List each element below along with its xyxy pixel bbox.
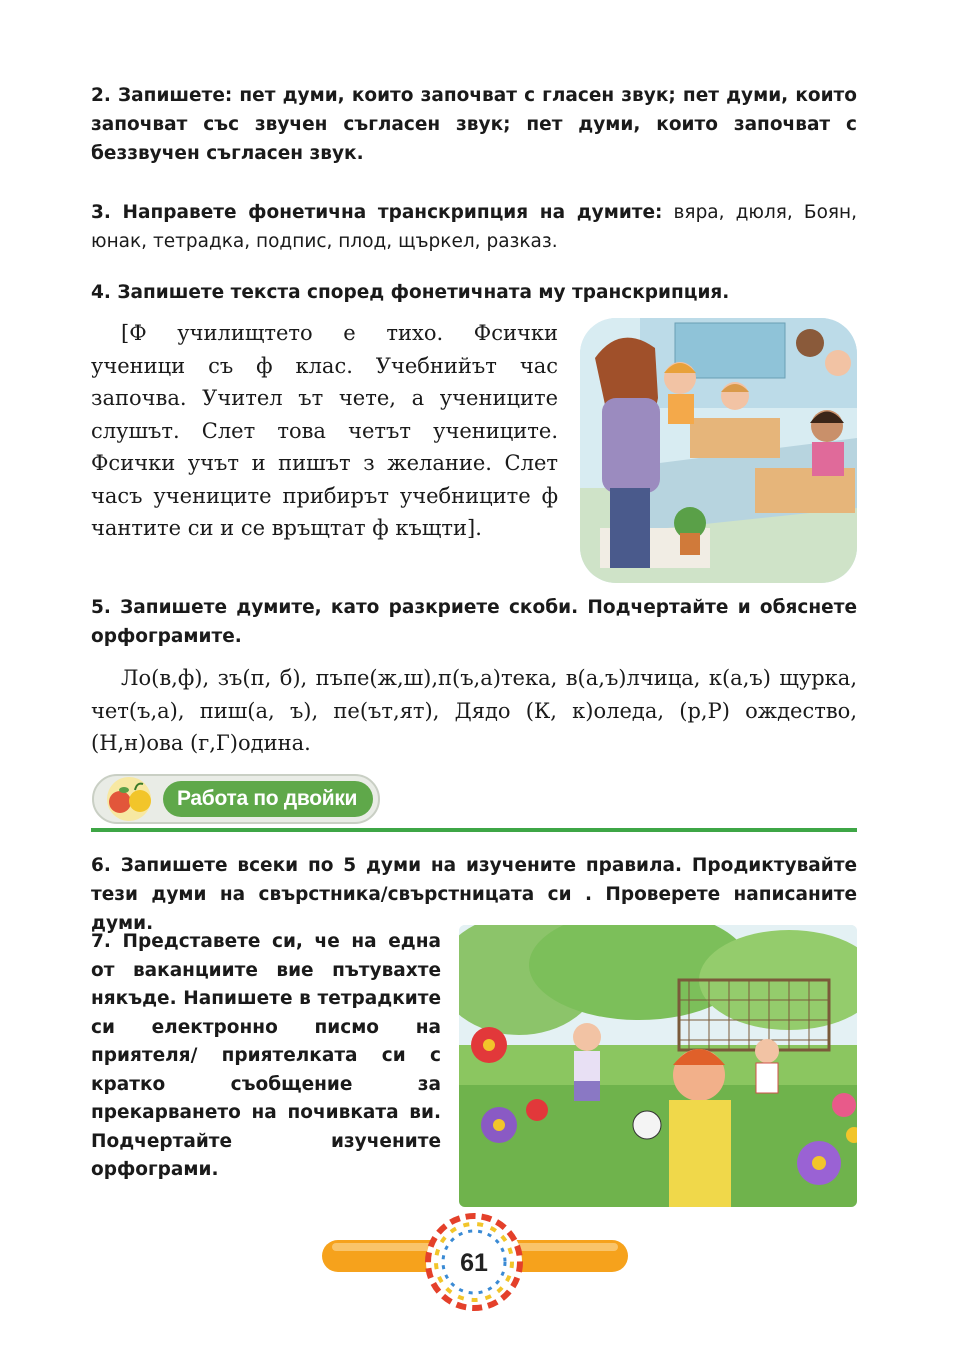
page-number: 61: [460, 1249, 488, 1277]
exercise-2: 2. Запишете: пет думи, които започват с гласен звук; пет думи, които започват със звучен съгласен звук; пет думи, които започват с беззвучен съгласен звук.: [91, 85, 857, 164]
exercise-4-transcription: [Ф училищтето е тихо. Фсички ученици съ ф клас. Учебнийът час започва. Учител ът чете, а учениците слушът. Слет това четът учениците. Фсички учът и пишът з желание. Слет часъ учениците прибирът учебниците ф чантите си и се връщтат ф къщти].: [91, 321, 558, 540]
section-divider: [91, 828, 857, 832]
exercise-5-words: Ло(в,ф), зъ(п, б), пъпе(ж,ш),п(ъ,а)тека, в(а,ъ)лчица, к(а,ъ) щурка, чет(ъ,а), пиш(а, ъ), пе(ът,ят), Дядо (К, к)оледа, (р,Р) ождество, (Н,н)ова (г,Г)одина.: [91, 666, 857, 755]
exercise-5-instruction: 5. Запишете думите, като разкриете скоби. Подчертайте и обяснете орфограмите.: [91, 597, 857, 647]
work-in-pairs-label: Работа по двойки: [177, 787, 358, 810]
exercise-3-instruction: 3. Направете фонетична транскрипция на думите:: [91, 202, 663, 223]
work-in-pairs-banner: [91, 772, 381, 826]
exercise-6: 6. Запишете всеки по 5 думи на изучените правила. Продиктувайте тези думи на свърстника/свърстницата си . Проверете написаните думи.: [91, 855, 857, 934]
exercise-3-words: вяра, дюля, Боян, юнак, тетрадка, подпис, плод, щъркел, разказ.: [91, 202, 857, 252]
exercise-7: 7. Представете си, че на една от ваканциите вие пътувахте някъде. Напишете в тетрадките си електронно писмо на приятеля/ приятелката си с кратко съобщение за прекарването на почивката ви. Подчертайте изучените орфограми.: [91, 931, 441, 1180]
exercise-3: [91, 198, 857, 256]
vacation-illustration: [459, 925, 857, 1207]
classroom-illustration: [580, 318, 857, 583]
page-footer: [320, 1212, 630, 1317]
exercise-4-instruction: 4. Запишете текста според фонетичната му транскрипция.: [91, 282, 730, 303]
